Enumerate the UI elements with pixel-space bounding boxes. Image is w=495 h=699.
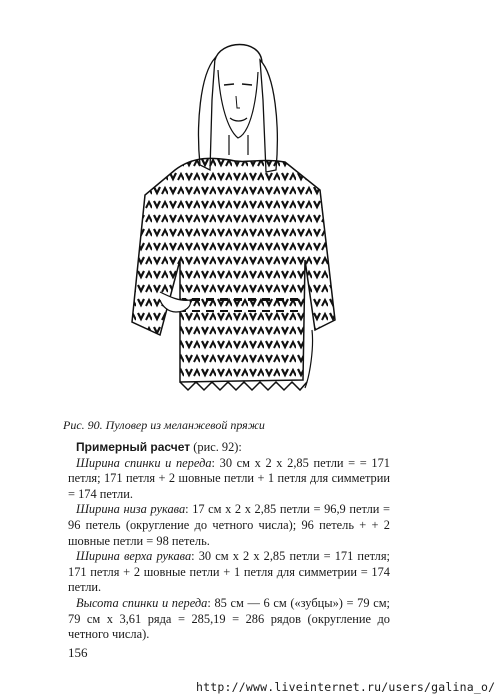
calc-item-term: Ширина верха рукава xyxy=(76,549,192,564)
calc-heading: Примерный расчет xyxy=(76,440,191,454)
calc-heading-line xyxy=(68,440,390,456)
page-number: 156 xyxy=(68,645,88,660)
calc-item xyxy=(68,456,390,503)
calc-heading-ref: (рис. 92): xyxy=(193,440,242,454)
calc-item-term: Ширина спинки и переда xyxy=(76,455,212,470)
calc-item-term: Высота спинки и переда xyxy=(76,595,208,610)
calculation-text xyxy=(68,440,390,643)
watermark-url: http://www.liveinternet.ru/users/galina_o/ xyxy=(196,680,495,694)
figure-caption: Рис. 90. Пуловер из меланжевой пряжи xyxy=(63,418,265,432)
calc-item-term: Ширина низа рукава xyxy=(76,502,186,517)
calc-item-text: : 30 см х 2 х 2,85 петли = = 171 петля; 171 петля + 2 шовные петли + 1 петля для симметрии = 174 петли. xyxy=(68,455,390,501)
pullover-illustration xyxy=(120,30,345,410)
calc-item xyxy=(68,502,390,549)
calc-item-text: : 17 см х 2 х 2,85 петли = 96,9 петли = 96 петель (округление до четного числа); 96 петель + + 2 шовные петли = 98 петель. xyxy=(68,502,390,548)
calc-item-text: : 30 см х 2 х 2,85 петли = 171 петля; 171 петля + 2 шовные петли + 1 петля для симметрии = 174 петли. xyxy=(68,549,390,595)
calc-item xyxy=(68,596,390,643)
calc-item-text: : 85 см — 6 см («зубцы») = 79 см; 79 см х 3,61 ряда = 285,19 = 286 рядов (округление до четного числа). xyxy=(68,595,391,642)
woman-pullover-drawing xyxy=(120,30,345,410)
calc-item xyxy=(68,549,390,596)
